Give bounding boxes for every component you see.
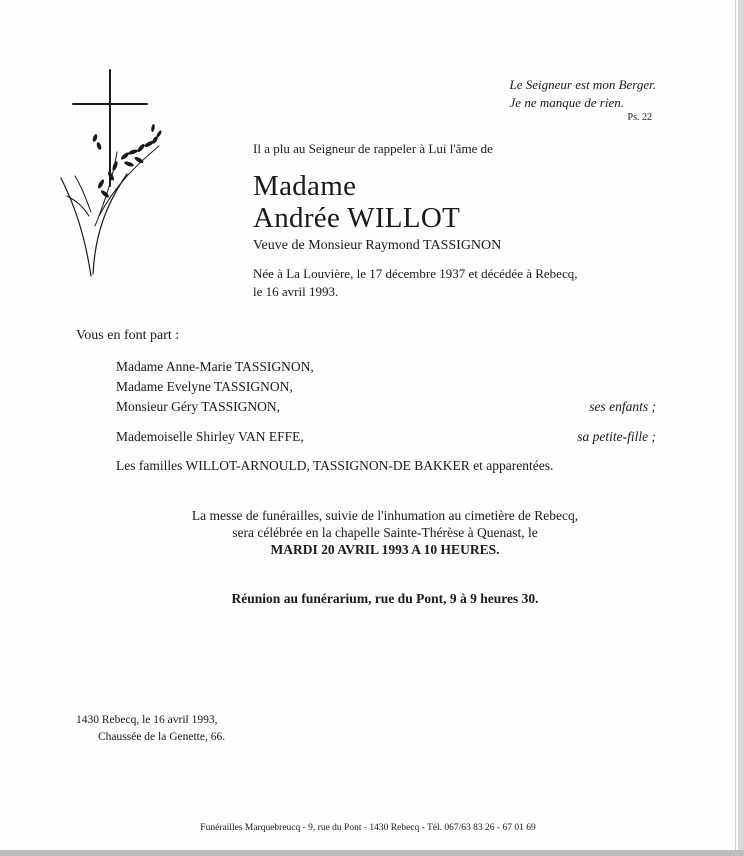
deceased-title: Madame <box>253 170 357 202</box>
page-edge-bottom <box>0 850 744 856</box>
psalm-reference: Ps. 22 <box>627 112 652 123</box>
address-line-1: 1430 Rebecq, le 16 avril 1993, <box>76 714 218 726</box>
address-line-2: Chaussée de la Genette, 66. <box>98 731 226 743</box>
families-text: Les familles WILLOT-ARNOULD, TASSIGNON-DE BAKKER et apparentées. <box>116 458 554 473</box>
ceremony-line-2: sera célébrée en la chapelle Sainte-Thérèse à Quenast, le <box>232 525 538 540</box>
psalm-line-1: Le Seigneur est mon Berger. <box>509 77 656 92</box>
children-role: ses enfants ; <box>589 399 656 414</box>
child-name: Monsieur Géry TASSIGNON, <box>116 399 281 414</box>
child-name: Madame Evelyne TASSIGNON, <box>116 379 293 394</box>
intro-text: Il a plu au Seigneur de rappeler à Lui l'âme de <box>253 141 493 156</box>
page-edge-right <box>738 0 744 856</box>
ceremony-line-1: La messe de funérailles, suivie de l'inhumation au cimetière de Rebecq, <box>191 508 579 523</box>
ceremony-date: MARDI 20 AVRIL 1993 A 10 HEURES. <box>270 542 500 557</box>
page-edge-line <box>735 0 736 856</box>
granddaughter-name: Mademoiselle Shirley VAN EFFE, <box>116 429 304 444</box>
widow-of-text: Veuve de Monsieur Raymond TASSIGNON <box>253 238 502 253</box>
footer-funeral-home: Funérailles Marquebreucq - 9, rue du Pont - 1430 Rebecq - Tél. 067/63 83 26 - 67 01 69 <box>200 823 536 833</box>
psalm-quote <box>510 76 656 112</box>
birth-death-text: Née à La Louvière, le 17 décembre 1937 et décédée à Rebecq, le 16 avril 1993. <box>253 266 578 299</box>
cross-with-wheat-icon <box>55 66 175 280</box>
reunion-text: Réunion au funérarium, rue du Pont, 9 à 9 heures 30. <box>231 591 539 606</box>
announcement-heading: Vous en font part : <box>76 328 180 343</box>
child-name: Madame Anne-Marie TASSIGNON, <box>116 359 314 374</box>
psalm-line-2: Je ne manque de rien. <box>509 95 624 110</box>
deceased-name: Andrée WILLOT <box>253 202 461 234</box>
granddaughter-role: sa petite-fille ; <box>577 429 656 444</box>
